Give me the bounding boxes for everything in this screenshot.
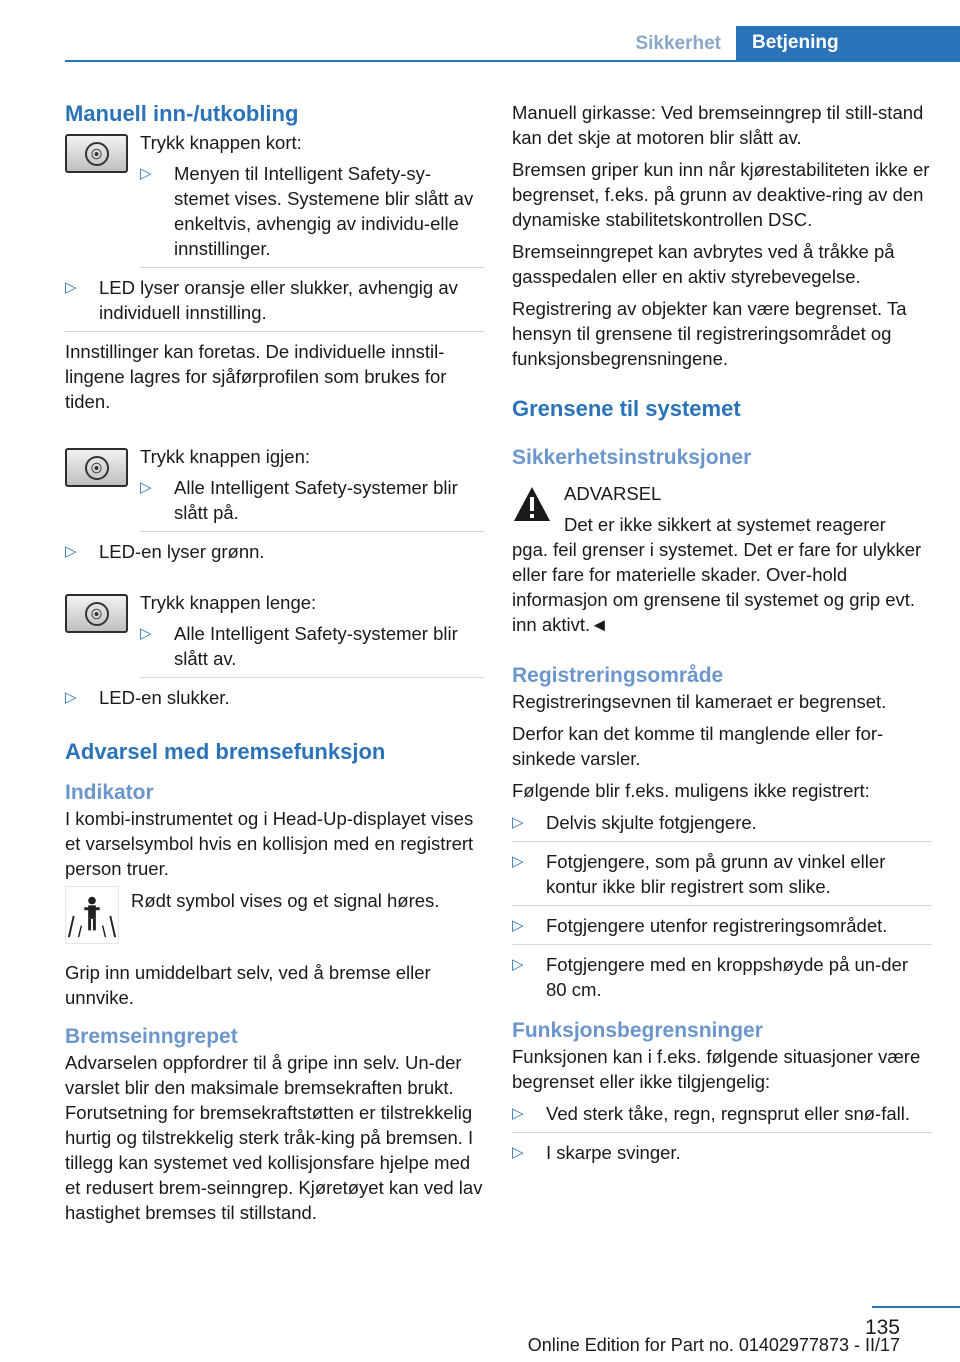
footer-edition: Online Edition for Part no. 01402977873 - II/17 <box>527 1335 900 1355</box>
red-symbol-text: Rødt symbol vises og et signal høres. <box>131 890 440 911</box>
safety-button-icon <box>65 594 128 633</box>
header-section: Sikkerhet <box>635 33 721 54</box>
press-again-block <box>65 444 485 532</box>
press-again-text: Trykk knappen igjen: <box>140 446 311 467</box>
press-short-text: Trykk knappen kort: <box>140 132 302 153</box>
avbrytes-paragraph: Bremseinngrepet kan avbrytes ved å tråkke på gasspedalen eller en aktiv styrebevegelse. <box>512 241 895 287</box>
bullet-icon: ▷ <box>512 956 524 973</box>
button-ring-icon: ⦿ <box>85 602 109 626</box>
warning-first-line: Det er ikke sikkert at systemet reagerer <box>564 514 886 535</box>
button-ring-icon: ⦿ <box>85 142 109 166</box>
heading-sikkerhet: Sikkerhetsinstruksjoner <box>512 446 752 469</box>
press-long-text: Trykk knappen lenge: <box>140 592 317 613</box>
bullet-icon: ▷ <box>512 853 524 870</box>
list-item: ▷ I skarpe svinger. <box>512 1142 681 1163</box>
reg-paragraph-2: Derfor kan det komme til manglende eller for-sinkede varsler. <box>512 723 884 769</box>
bullet-icon: ▷ <box>512 917 524 934</box>
heading-registreringsomrade: Registreringsområde <box>512 664 724 687</box>
reg-paragraph-3: Følgende blir f.eks. muligens ikke registrert: <box>512 780 870 801</box>
list-item: ▷ Alle Intelligent Safety-systemer blir slått på. <box>140 475 485 532</box>
bullet-icon: ▷ <box>512 1105 524 1122</box>
registrering-paragraph: Registrering av objekter kan være begrenset. Ta hensyn til grensene til registreringsområdet og funksjonsbegrensningene. <box>512 298 907 369</box>
button-ring-icon: ⦿ <box>85 456 109 480</box>
warning-title: ADVARSEL <box>564 483 662 504</box>
bullet-icon: ▷ <box>140 165 152 182</box>
list-item: ▷ Fotgjengere, som på grunn av vinkel eller kontur ikke blir registrert som slike. <box>512 849 932 906</box>
list-item: ▷ Alle Intelligent Safety-systemer blir slått av. <box>140 621 485 678</box>
warning-body: pga. feil grenser i systemet. Det er fare for ulykker eller fare for materielle skader. Over-hold informasjon om grensene til systemet og grip evt. inn aktivt.◄ <box>512 539 922 635</box>
manuell-girkasse-paragraph: Manuell girkasse: Ved bremseinngrep til still-stand kan det skje at motoren blir slått av. <box>512 102 924 148</box>
list-item: ▷ Ved sterk tåke, regn, regnsprut eller snø-fall. <box>512 1101 932 1133</box>
heading-manuell: Manuell inn-/utkobling <box>65 101 299 126</box>
list-item: ▷ Fotgjengere utenfor registreringsområdet. <box>512 913 932 945</box>
heading-indikator: Indikator <box>65 781 154 804</box>
heading-grensene: Grensene til systemet <box>512 396 741 421</box>
list-item: ▷ Fotgjengere med en kroppshøyde på un-der 80 cm. <box>512 954 908 1000</box>
list-item: ▷ LED-en slukker. <box>65 687 230 708</box>
footer-rule <box>872 1306 960 1308</box>
pedestrian-icon <box>65 886 119 944</box>
press-long-block <box>65 590 485 678</box>
press-short-block <box>65 130 485 268</box>
bullet-icon: ▷ <box>65 279 77 296</box>
heading-advarsel: Advarsel med bremsefunksjon <box>65 739 386 764</box>
warning-block <box>512 481 932 637</box>
list-item: ▷ Delvis skjulte fotgjengere. <box>512 810 932 842</box>
bullet-icon: ▷ <box>65 689 77 706</box>
grip-paragraph: Grip inn umiddelbart selv, ved å bremse eller unnvike. <box>65 962 431 1008</box>
settings-paragraph: Innstillinger kan foretas. De individuelle innstil-lingene lagres for sjåførprofilen som brukes for tiden. <box>65 341 447 412</box>
list-item: ▷ Menyen til Intelligent Safety-sy-stemet vises. Systemene blir slått av enkeltvis, avhengig av individu-elle innstillinger. <box>140 161 485 268</box>
list-item: ▷ LED-en lyser grønn. <box>65 541 265 562</box>
page-number: 135 <box>864 1316 900 1339</box>
header-rule <box>65 60 960 62</box>
red-symbol-block <box>65 888 485 948</box>
bullet-icon: ▷ <box>512 1144 524 1161</box>
bullet-icon: ▷ <box>65 543 77 560</box>
right-column <box>512 100 932 1171</box>
bullet-icon: ▷ <box>140 479 152 496</box>
bremsen-paragraph: Bremsen griper kun inn når kjørestabiliteten ikke er begrenset, f.eks. på grunn av deaktive-ring av den dynamiske stabilitetskontrollen DSC. <box>512 159 930 230</box>
warning-triangle-icon <box>512 485 552 523</box>
heading-bremse: Bremseinngrepet <box>65 1025 238 1048</box>
header-chapter: Betjening <box>736 26 960 62</box>
safety-button-icon <box>65 448 128 487</box>
bremse-paragraph: Advarselen oppfordrer til å gripe inn selv. Un-der varslet blir den maksimale bremsekraften brukt. Forutsetning for bremsekraftstøtten er tilstrekkelig hurtig og tilstrekkelig sterk tråk-king på bremsen. I tillegg kan systemet ved kollisjonsfare hjelpe med et redusert brem-seinngrep. Kjøretøyet kan ved lav hastighet bremses til stillstand. <box>65 1052 483 1223</box>
safety-button-icon <box>65 134 128 173</box>
indikator-paragraph: I kombi-instrumentet og i Head-Up-displayet vises et varselsymbol hvis en kollisjon med en registrert person truer. <box>65 808 474 879</box>
left-column <box>65 100 485 1232</box>
heading-funksjon: Funksjonsbegrensninger <box>512 1019 763 1042</box>
bullet-icon: ▷ <box>512 814 524 831</box>
bullet-icon: ▷ <box>140 625 152 642</box>
reg-paragraph-1: Registreringsevnen til kameraet er begrenset. <box>512 691 887 712</box>
funk-paragraph: Funksjonen kan i f.eks. følgende situasjoner være begrenset eller ikke tilgjengelig: <box>512 1046 921 1092</box>
list-item: ▷ LED lyser oransje eller slukker, avhengig av individuell innstilling. <box>65 275 485 332</box>
